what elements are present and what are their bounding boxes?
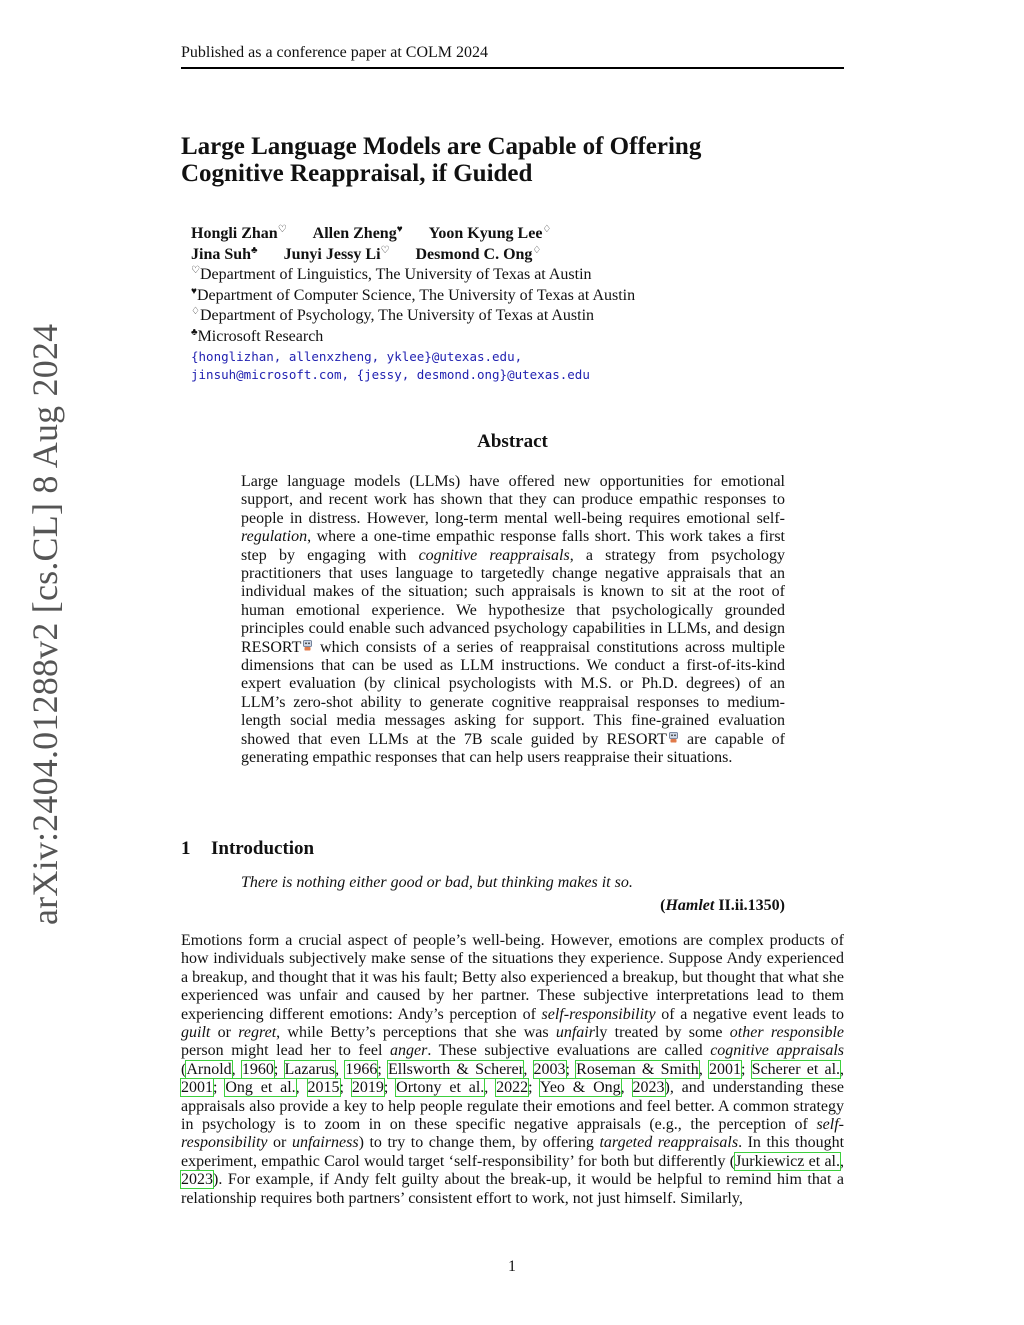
- citation-link[interactable]: 2015: [307, 1079, 340, 1097]
- affiliation-text: Department of Computer Science, The University of Texas at Austin: [196, 286, 636, 304]
- title-line-2: Cognitive Reappraisal, if Guided: [181, 160, 533, 187]
- body-text: , while Betty’s perceptions that she was: [276, 1024, 556, 1042]
- intro-paragraph: [181, 932, 844, 1208]
- author-name: Hongli Zhan: [191, 225, 278, 242]
- affiliation-line: [191, 306, 811, 327]
- citation-link[interactable]: 1966: [345, 1060, 378, 1078]
- citation-link[interactable]: Ortony et al.: [396, 1079, 485, 1097]
- body-text: ly treated by some: [594, 1024, 730, 1042]
- affiliation-mark: ♡: [380, 244, 390, 256]
- author-block: [191, 224, 811, 385]
- citation-sep: ,: [335, 1060, 346, 1078]
- affiliation-mark: ♢: [532, 244, 542, 256]
- section-number: 1: [181, 838, 191, 859]
- resort-robot-icon: [668, 732, 679, 743]
- body-text: Emotions form a crucial aspect of people’s well-being. However, emotions are complex products of how individuals subjectively make sense of the situations they experience. Suppose Andy experienced a breakup, and thought that it was his fault; Betty also experienced a breakup, but thought that what she experienced was unfair and caused by her partner. These subjective interpretations lead to them experiencing different emotions: Andy’s perception of: [181, 932, 844, 1023]
- affiliation-line: [191, 265, 811, 286]
- attrib-work: Hamlet: [665, 897, 715, 914]
- running-header: Published as a conference paper at COLM 2024: [181, 44, 844, 69]
- body-text: . In this thought experiment, empathic Carol would target ‘self-responsibility’ for both but differently (: [181, 1134, 845, 1170]
- body-text: or: [267, 1134, 292, 1152]
- citation-link[interactable]: 2022: [496, 1079, 529, 1097]
- citation-sep: ,: [698, 1060, 710, 1078]
- citation-link[interactable]: Ellsworth & Scherer: [388, 1060, 524, 1078]
- affiliation-mark: ♥: [191, 285, 197, 297]
- abstract-emphasis: cognitive reappraisals: [418, 546, 570, 564]
- citation-link[interactable]: 2001: [181, 1079, 213, 1097]
- attrib-paren: (: [660, 897, 666, 914]
- email-line-2[interactable]: jinsuh@microsoft.com, {jessy, desmond.ong}@utexas.edu: [191, 367, 590, 382]
- body-text: ) to try to change them, by offering: [358, 1134, 600, 1152]
- abstract-emphasis: regulation: [241, 528, 308, 546]
- citation-sep: ,: [231, 1060, 242, 1078]
- citation-link[interactable]: Ong et al.: [225, 1079, 296, 1097]
- body-text: ), and understanding these appraisals also provide a key to help people regulate their emotions and feel better. A common strategy in psychology is to zoom in on these specific negative appraisals (e.g., the perception of: [181, 1079, 845, 1134]
- arxiv-stamp: arXiv:2404.01288v2 [cs.CL] 8 Aug 2024: [25, 323, 65, 925]
- author-name: Desmond C. Ong: [415, 245, 533, 263]
- body-text: (: [181, 1060, 187, 1078]
- author-name: Allen Zheng: [312, 225, 397, 242]
- citation-sep: ,: [523, 1060, 534, 1078]
- citation-sep: ,: [484, 1079, 497, 1097]
- abstract-text: are capable of generating empathic responses that can help users reappraise their situations.: [241, 730, 786, 767]
- body-emphasis: targeted reappraisals: [599, 1134, 739, 1152]
- resort-robot-icon: [302, 640, 313, 651]
- citation-link[interactable]: Yeo & Ong: [539, 1079, 621, 1097]
- abstract-text: Large language models (LLMs) have offered new opportunities for emotional support, and recent work has shown that they can produce empathic responses to people in distress. However, long-term mental well-being requires emotional self-: [241, 473, 785, 527]
- abstract-text: , where a one-time empathic response falls short. This work takes a first step by engaging with: [241, 528, 785, 564]
- body-emphasis: unfairness: [291, 1134, 359, 1152]
- attrib-rest: II.ii.1350): [714, 897, 785, 914]
- affiliation-line: [191, 327, 811, 348]
- affiliation-mark: ♢: [542, 224, 552, 235]
- citation-sep: ,: [840, 1152, 844, 1170]
- body-text: ). For example, if Andy felt guilty about the break-up, it would be helpful to remind him that a relationship requires both partners’ consistent effort to work, not just himself. Similarly,: [181, 1171, 844, 1207]
- citation-link[interactable]: 2019: [351, 1079, 384, 1097]
- citation-link[interactable]: Roseman & Smith: [576, 1060, 699, 1078]
- affiliation-mark: ♣: [251, 244, 258, 256]
- citation-link[interactable]: Jurkiewicz et al.: [735, 1152, 840, 1170]
- body-emphasis: self-responsibility: [541, 1005, 656, 1023]
- citation-sep: ;: [741, 1060, 752, 1078]
- citation-link[interactable]: 2003: [533, 1060, 566, 1078]
- body-emphasis: regret: [238, 1024, 277, 1042]
- affiliation-mark: ♡: [277, 224, 287, 235]
- affiliation-mark: ♡: [191, 265, 200, 276]
- citation-sep: ;: [528, 1079, 540, 1097]
- citation-sep: ,: [620, 1079, 633, 1097]
- citation-sep: ,: [295, 1079, 308, 1097]
- citation-sep: ;: [339, 1079, 352, 1097]
- body-emphasis: guilt: [181, 1024, 211, 1042]
- section-title: Introduction: [211, 838, 315, 859]
- abstract-body: [241, 473, 785, 768]
- body-emphasis: unfair: [555, 1024, 595, 1042]
- affiliation-text: Department of Linguistics, The University of Texas at Austin: [199, 266, 592, 283]
- citation-link[interactable]: 2023: [632, 1079, 665, 1097]
- title-line-1: Large Language Models are Capable of Offering: [181, 133, 702, 160]
- citation-sep: ;: [213, 1079, 226, 1097]
- body-emphasis: other responsible: [729, 1024, 845, 1042]
- citation-link[interactable]: Lazarus: [284, 1060, 336, 1078]
- author-name: Junyi Jessy Li: [283, 245, 381, 263]
- author-line-1: [191, 224, 811, 245]
- affiliation-mark: ♥: [396, 224, 403, 235]
- affiliation-mark: ♢: [191, 306, 200, 317]
- epigraph-quote: There is nothing either good or bad, but thinking makes it so.: [241, 874, 633, 891]
- paper-title: [181, 133, 821, 187]
- email-line-1[interactable]: {honglizhan, allenxzheng, yklee}@utexas.edu,: [191, 349, 523, 364]
- author-line-2: [191, 245, 811, 266]
- section-heading: [181, 838, 314, 860]
- body-emphasis: self-responsibility: [181, 1116, 844, 1152]
- affiliation-text: Microsoft Research: [197, 327, 324, 345]
- body-emphasis: anger: [390, 1042, 428, 1060]
- citation-sep: ;: [383, 1079, 397, 1097]
- abstract-heading: Abstract: [477, 431, 548, 452]
- citation-link[interactable]: 2023: [181, 1171, 213, 1189]
- body-emphasis: cognitive appraisals: [710, 1042, 844, 1060]
- citation-link[interactable]: Arnold: [186, 1060, 232, 1078]
- epigraph-attribution: [241, 897, 785, 915]
- author-name: Yoon Kyung Lee: [428, 225, 543, 242]
- citation-link[interactable]: 1960: [241, 1060, 274, 1078]
- affiliation-text: Department of Psychology, The University of Texas at Austin: [199, 307, 595, 324]
- citation-link[interactable]: Scherer et al.: [751, 1060, 841, 1078]
- citation-sep: ,: [840, 1060, 845, 1078]
- citation-sep: ;: [377, 1060, 389, 1078]
- citation-sep: ;: [565, 1060, 577, 1078]
- citation-link[interactable]: 2001: [709, 1060, 742, 1078]
- body-text: or: [210, 1024, 239, 1042]
- body-text: person might lead her to feel: [181, 1042, 390, 1060]
- affiliation-mark: ♣: [191, 326, 198, 338]
- affiliation-line: [191, 286, 811, 307]
- body-text: . These subjective evaluations are called: [427, 1042, 711, 1060]
- page-number: 1: [508, 1258, 516, 1275]
- abstract-text: , a strategy from psychology practitioners that uses language to targetedly change negative appraisals that an individual makes of the situation; such appraisals is known to sit at the root of human emotional experience. We hypothesize that psychologically grounded principles could enable such advanced psychology capabilities in LLMs, and design RESORT: [241, 546, 785, 656]
- citation-sep: ;: [273, 1060, 285, 1078]
- author-name: Jina Suh: [191, 245, 252, 263]
- abstract-text: which consists of a series of reappraisal constitutions across multiple dimensions that can be used as LLM instructions. We conduct a first-of-its-kind expert evaluation (by clinical psychologists with M.S. or Ph.D. degrees) of an LLM’s zero-shot ability to generate cognitive reappraisal responses to medium-length social media messages asking for support. This fine-grained evaluation showed that even LLMs at the 7B scale guided by RESORT: [241, 638, 785, 748]
- body-text: of a negative event leads to: [655, 1005, 845, 1023]
